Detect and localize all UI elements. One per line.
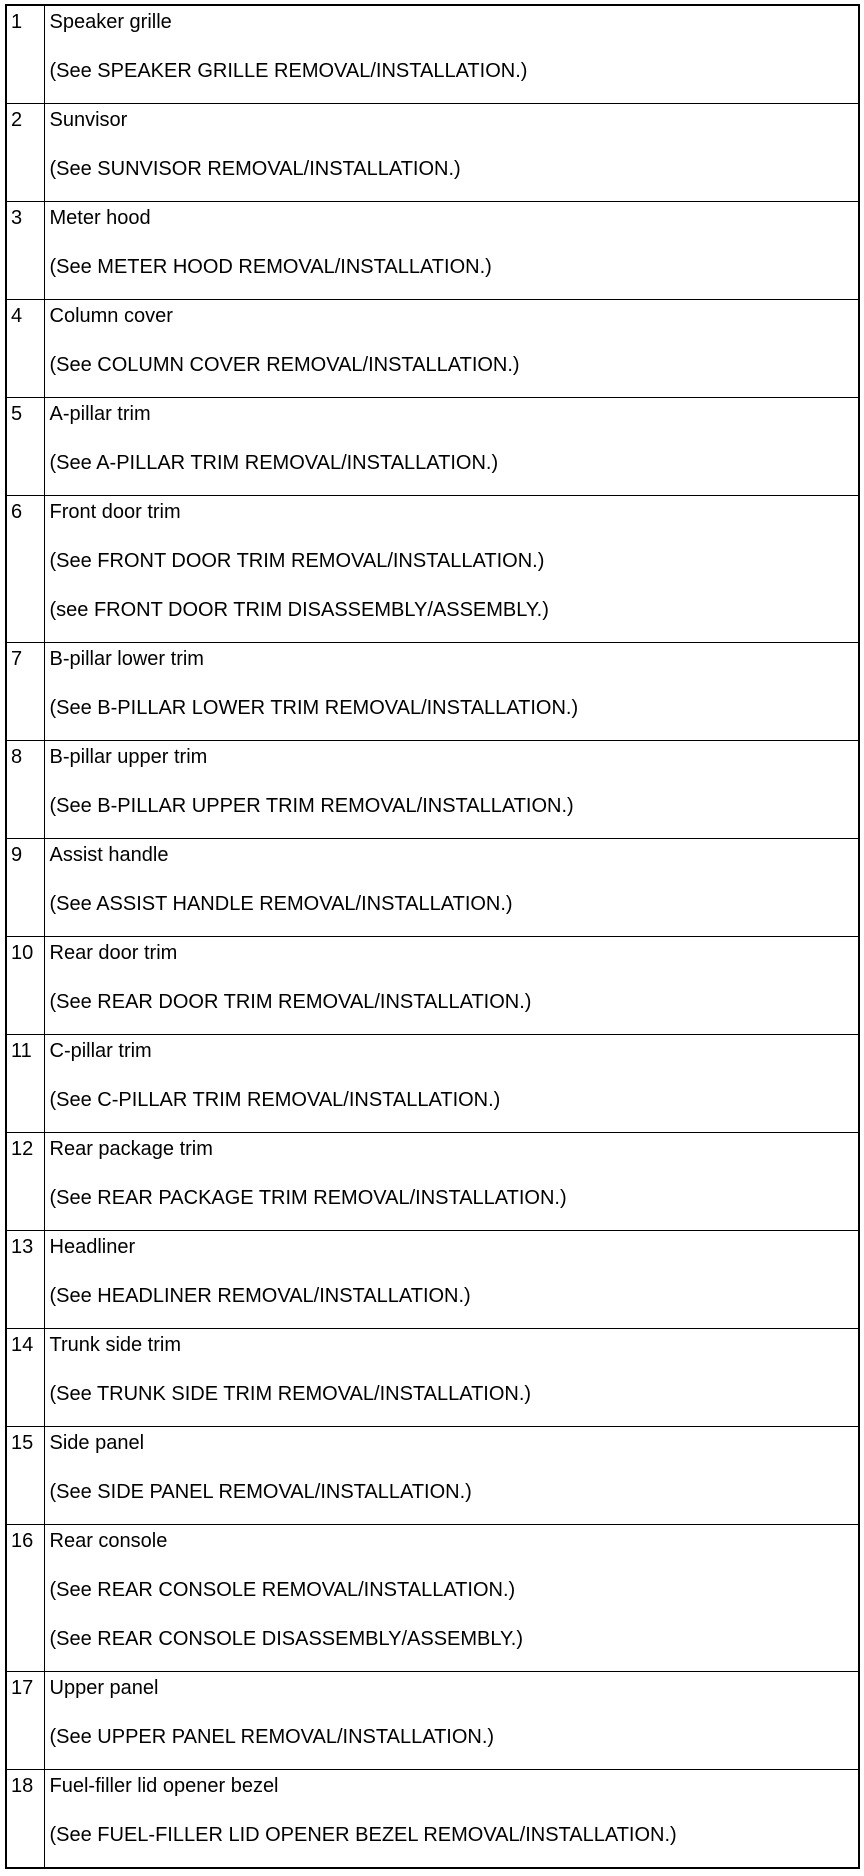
table-row xyxy=(6,741,859,839)
procedure-reference: (See FRONT DOOR TRIM REMOVAL/INSTALLATION.) xyxy=(49,550,545,572)
item-description xyxy=(44,202,859,300)
table-row xyxy=(6,202,859,300)
part-name: Trunk side trim xyxy=(49,1334,182,1356)
table-body xyxy=(6,5,859,1868)
item-description xyxy=(44,1231,859,1329)
procedure-reference: (See A-PILLAR TRIM REMOVAL/INSTALLATION.) xyxy=(49,452,499,474)
item-description xyxy=(44,839,859,937)
parts-reference-table xyxy=(5,4,860,1869)
procedure-reference: (see FRONT DOOR TRIM DISASSEMBLY/ASSEMBLY.) xyxy=(49,599,549,621)
item-number: 7 xyxy=(6,643,44,741)
item-number: 13 xyxy=(6,1231,44,1329)
item-number: 17 xyxy=(6,1672,44,1770)
procedure-reference: (See TRUNK SIDE TRIM REMOVAL/INSTALLATION.) xyxy=(49,1383,532,1405)
procedure-reference: (See REAR DOOR TRIM REMOVAL/INSTALLATION.) xyxy=(49,991,532,1013)
item-number: 8 xyxy=(6,741,44,839)
part-name: Speaker grille xyxy=(49,11,172,33)
part-name: A-pillar trim xyxy=(49,403,151,425)
item-number: 14 xyxy=(6,1329,44,1427)
procedure-reference: (See REAR CONSOLE DISASSEMBLY/ASSEMBLY.) xyxy=(49,1628,523,1650)
part-name: Front door trim xyxy=(49,501,181,523)
item-description xyxy=(44,1035,859,1133)
table-row xyxy=(6,1525,859,1672)
part-name: Rear door trim xyxy=(49,942,178,964)
item-description xyxy=(44,1525,859,1672)
item-number: 10 xyxy=(6,937,44,1035)
item-description xyxy=(44,104,859,202)
part-name: C-pillar trim xyxy=(49,1040,152,1062)
item-description xyxy=(44,643,859,741)
item-description xyxy=(44,1770,859,1869)
item-number: 9 xyxy=(6,839,44,937)
table-row xyxy=(6,1035,859,1133)
item-description xyxy=(44,1427,859,1525)
part-name: Upper panel xyxy=(49,1677,159,1699)
procedure-reference: (See B-PILLAR UPPER TRIM REMOVAL/INSTALLATION.) xyxy=(49,795,574,817)
procedure-reference: (See ASSIST HANDLE REMOVAL/INSTALLATION.) xyxy=(49,893,513,915)
item-number: 11 xyxy=(6,1035,44,1133)
table-row xyxy=(6,643,859,741)
part-name: B-pillar lower trim xyxy=(49,648,204,670)
item-number: 5 xyxy=(6,398,44,496)
table-row xyxy=(6,1231,859,1329)
part-name: Sunvisor xyxy=(49,109,128,131)
item-number: 18 xyxy=(6,1770,44,1869)
procedure-reference: (See FUEL-FILLER LID OPENER BEZEL REMOVAL/INSTALLATION.) xyxy=(49,1824,677,1846)
item-description xyxy=(44,1133,859,1231)
procedure-reference: (See REAR PACKAGE TRIM REMOVAL/INSTALLATION.) xyxy=(49,1187,567,1209)
item-description xyxy=(44,496,859,643)
part-name: Side panel xyxy=(49,1432,145,1454)
table-row xyxy=(6,300,859,398)
item-description xyxy=(44,741,859,839)
part-name: Fuel-filler lid opener bezel xyxy=(49,1775,279,1797)
part-name: Column cover xyxy=(49,305,173,327)
item-number: 15 xyxy=(6,1427,44,1525)
item-number: 2 xyxy=(6,104,44,202)
table-row xyxy=(6,398,859,496)
part-name: Headliner xyxy=(49,1236,136,1258)
procedure-reference: (See SIDE PANEL REMOVAL/INSTALLATION.) xyxy=(49,1481,472,1503)
item-number: 12 xyxy=(6,1133,44,1231)
procedure-reference: (See UPPER PANEL REMOVAL/INSTALLATION.) xyxy=(49,1726,495,1748)
table-row xyxy=(6,1770,859,1869)
item-description xyxy=(44,398,859,496)
item-number: 3 xyxy=(6,202,44,300)
table-row xyxy=(6,1329,859,1427)
procedure-reference: (See REAR CONSOLE REMOVAL/INSTALLATION.) xyxy=(49,1579,516,1601)
part-name: B-pillar upper trim xyxy=(49,746,208,768)
table-row xyxy=(6,496,859,643)
item-description xyxy=(44,300,859,398)
part-name: Rear package trim xyxy=(49,1138,213,1160)
item-description xyxy=(44,5,859,104)
item-description xyxy=(44,937,859,1035)
part-name: Rear console xyxy=(49,1530,168,1552)
table-row xyxy=(6,5,859,104)
procedure-reference: (See C-PILLAR TRIM REMOVAL/INSTALLATION.) xyxy=(49,1089,501,1111)
table-row xyxy=(6,1427,859,1525)
item-description xyxy=(44,1672,859,1770)
table-row xyxy=(6,937,859,1035)
part-name: Assist handle xyxy=(49,844,169,866)
table-row xyxy=(6,104,859,202)
procedure-reference: (See METER HOOD REMOVAL/INSTALLATION.) xyxy=(49,256,492,278)
item-number: 6 xyxy=(6,496,44,643)
procedure-reference: (See COLUMN COVER REMOVAL/INSTALLATION.) xyxy=(49,354,520,376)
procedure-reference: (See SUNVISOR REMOVAL/INSTALLATION.) xyxy=(49,158,461,180)
part-name: Meter hood xyxy=(49,207,151,229)
table-row xyxy=(6,839,859,937)
item-number: 16 xyxy=(6,1525,44,1672)
item-description xyxy=(44,1329,859,1427)
procedure-reference: (See B-PILLAR LOWER TRIM REMOVAL/INSTALLATION.) xyxy=(49,697,579,719)
procedure-reference: (See SPEAKER GRILLE REMOVAL/INSTALLATION.) xyxy=(49,60,528,82)
procedure-reference: (See HEADLINER REMOVAL/INSTALLATION.) xyxy=(49,1285,471,1307)
table-row xyxy=(6,1672,859,1770)
table-row xyxy=(6,1133,859,1231)
item-number: 4 xyxy=(6,300,44,398)
item-number: 1 xyxy=(6,5,44,104)
